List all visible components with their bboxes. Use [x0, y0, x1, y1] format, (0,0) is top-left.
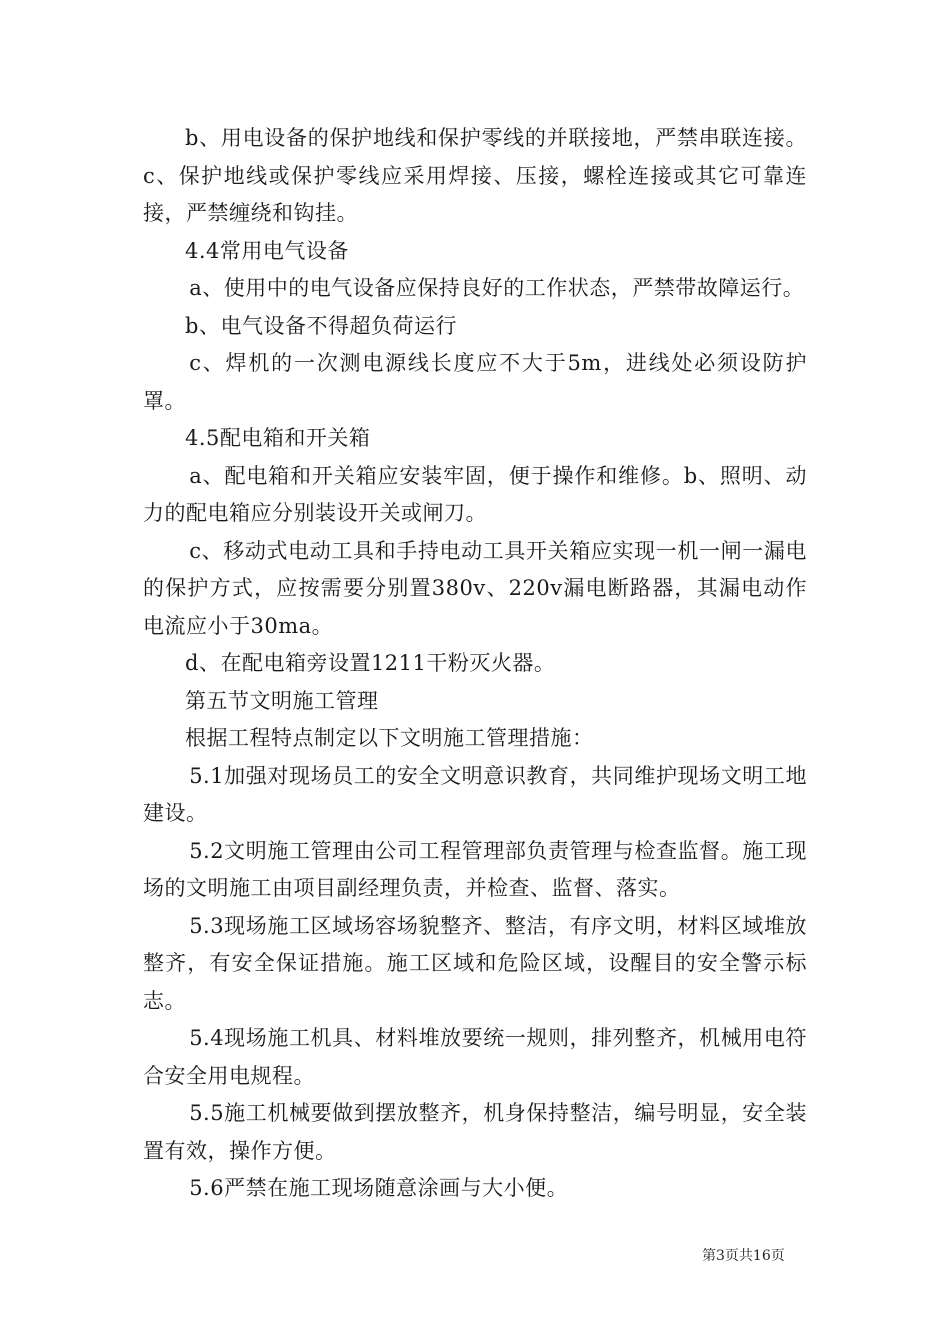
paragraph-leakage-protection: c、移动式电动工具和手持电动工具开关箱应实现一机一闸一漏电的保护方式，应按需要分别置380v、220v漏电断路器，其漏电动作电流应小于30ma。 — [143, 538, 807, 638]
paragraph-5-6: 5.6严禁在施工现场随意涂画与大小便。 — [189, 1176, 569, 1200]
paragraph-5-2: 5.2文明施工管理由公司工程管理部负责管理与检查监督。施工现场的文明施工由项目副经理负责，并检查、监督、落实。 — [143, 838, 807, 900]
paragraph-box-installation: a、配电箱和开关箱应安装牢固，便于操作和维修。b、照明、动力的配电箱应分别装设开关或闸刀。 — [143, 463, 807, 525]
page-number: 第3页共16页 — [702, 1248, 785, 1264]
document-body — [143, 120, 807, 1208]
paragraph-fire-extinguisher: d、在配电箱旁设置1211干粉灭火器。 — [185, 651, 556, 675]
paragraph-equipment-condition: a、使用中的电气设备应保持良好的工作状态，严禁带故障运行。 — [189, 276, 805, 300]
heading-section-five: 第五节文明施工管理 — [185, 688, 379, 713]
paragraph-measures-intro: 根据工程特点制定以下文明施工管理措施： — [185, 726, 594, 750]
paragraph-5-1: 5.1加强对现场员工的安全文明意识教育，共同维护现场文明工地建设。 — [143, 763, 807, 825]
paragraph-grounding-connection: b、用电设备的保护地线和保护零线的并联接地，严禁串联连接。c、保护地线或保护零线应采用焊接、压接，螺栓连接或其它可靠连接，严禁缠绕和钩挂。 — [143, 126, 807, 225]
paragraph-welder-cable: c、焊机的一次测电源线长度应不大于5m，进线处必须设防护罩。 — [143, 351, 807, 413]
heading-4-4-electrical-equipment: 4.4常用电气设备 — [185, 238, 349, 263]
paragraph-5-3: 5.3现场施工区域场容场貌整齐、整洁，有序文明，材料区域堆放整齐，有安全保证措施。施工区域和危险区域，设醒目的安全警示标志。 — [143, 913, 807, 1013]
paragraph-5-5: 5.5施工机械要做到摆放整齐，机身保持整洁，编号明显，安全装置有效，操作方便。 — [143, 1101, 807, 1163]
paragraph-no-overload: b、电气设备不得超负荷运行 — [185, 313, 457, 338]
paragraph-5-4: 5.4现场施工机具、材料堆放要统一规则，排列整齐，机械用电符合安全用电规程。 — [143, 1026, 807, 1088]
heading-4-5-distribution-box: 4.5配电箱和开关箱 — [185, 426, 371, 450]
